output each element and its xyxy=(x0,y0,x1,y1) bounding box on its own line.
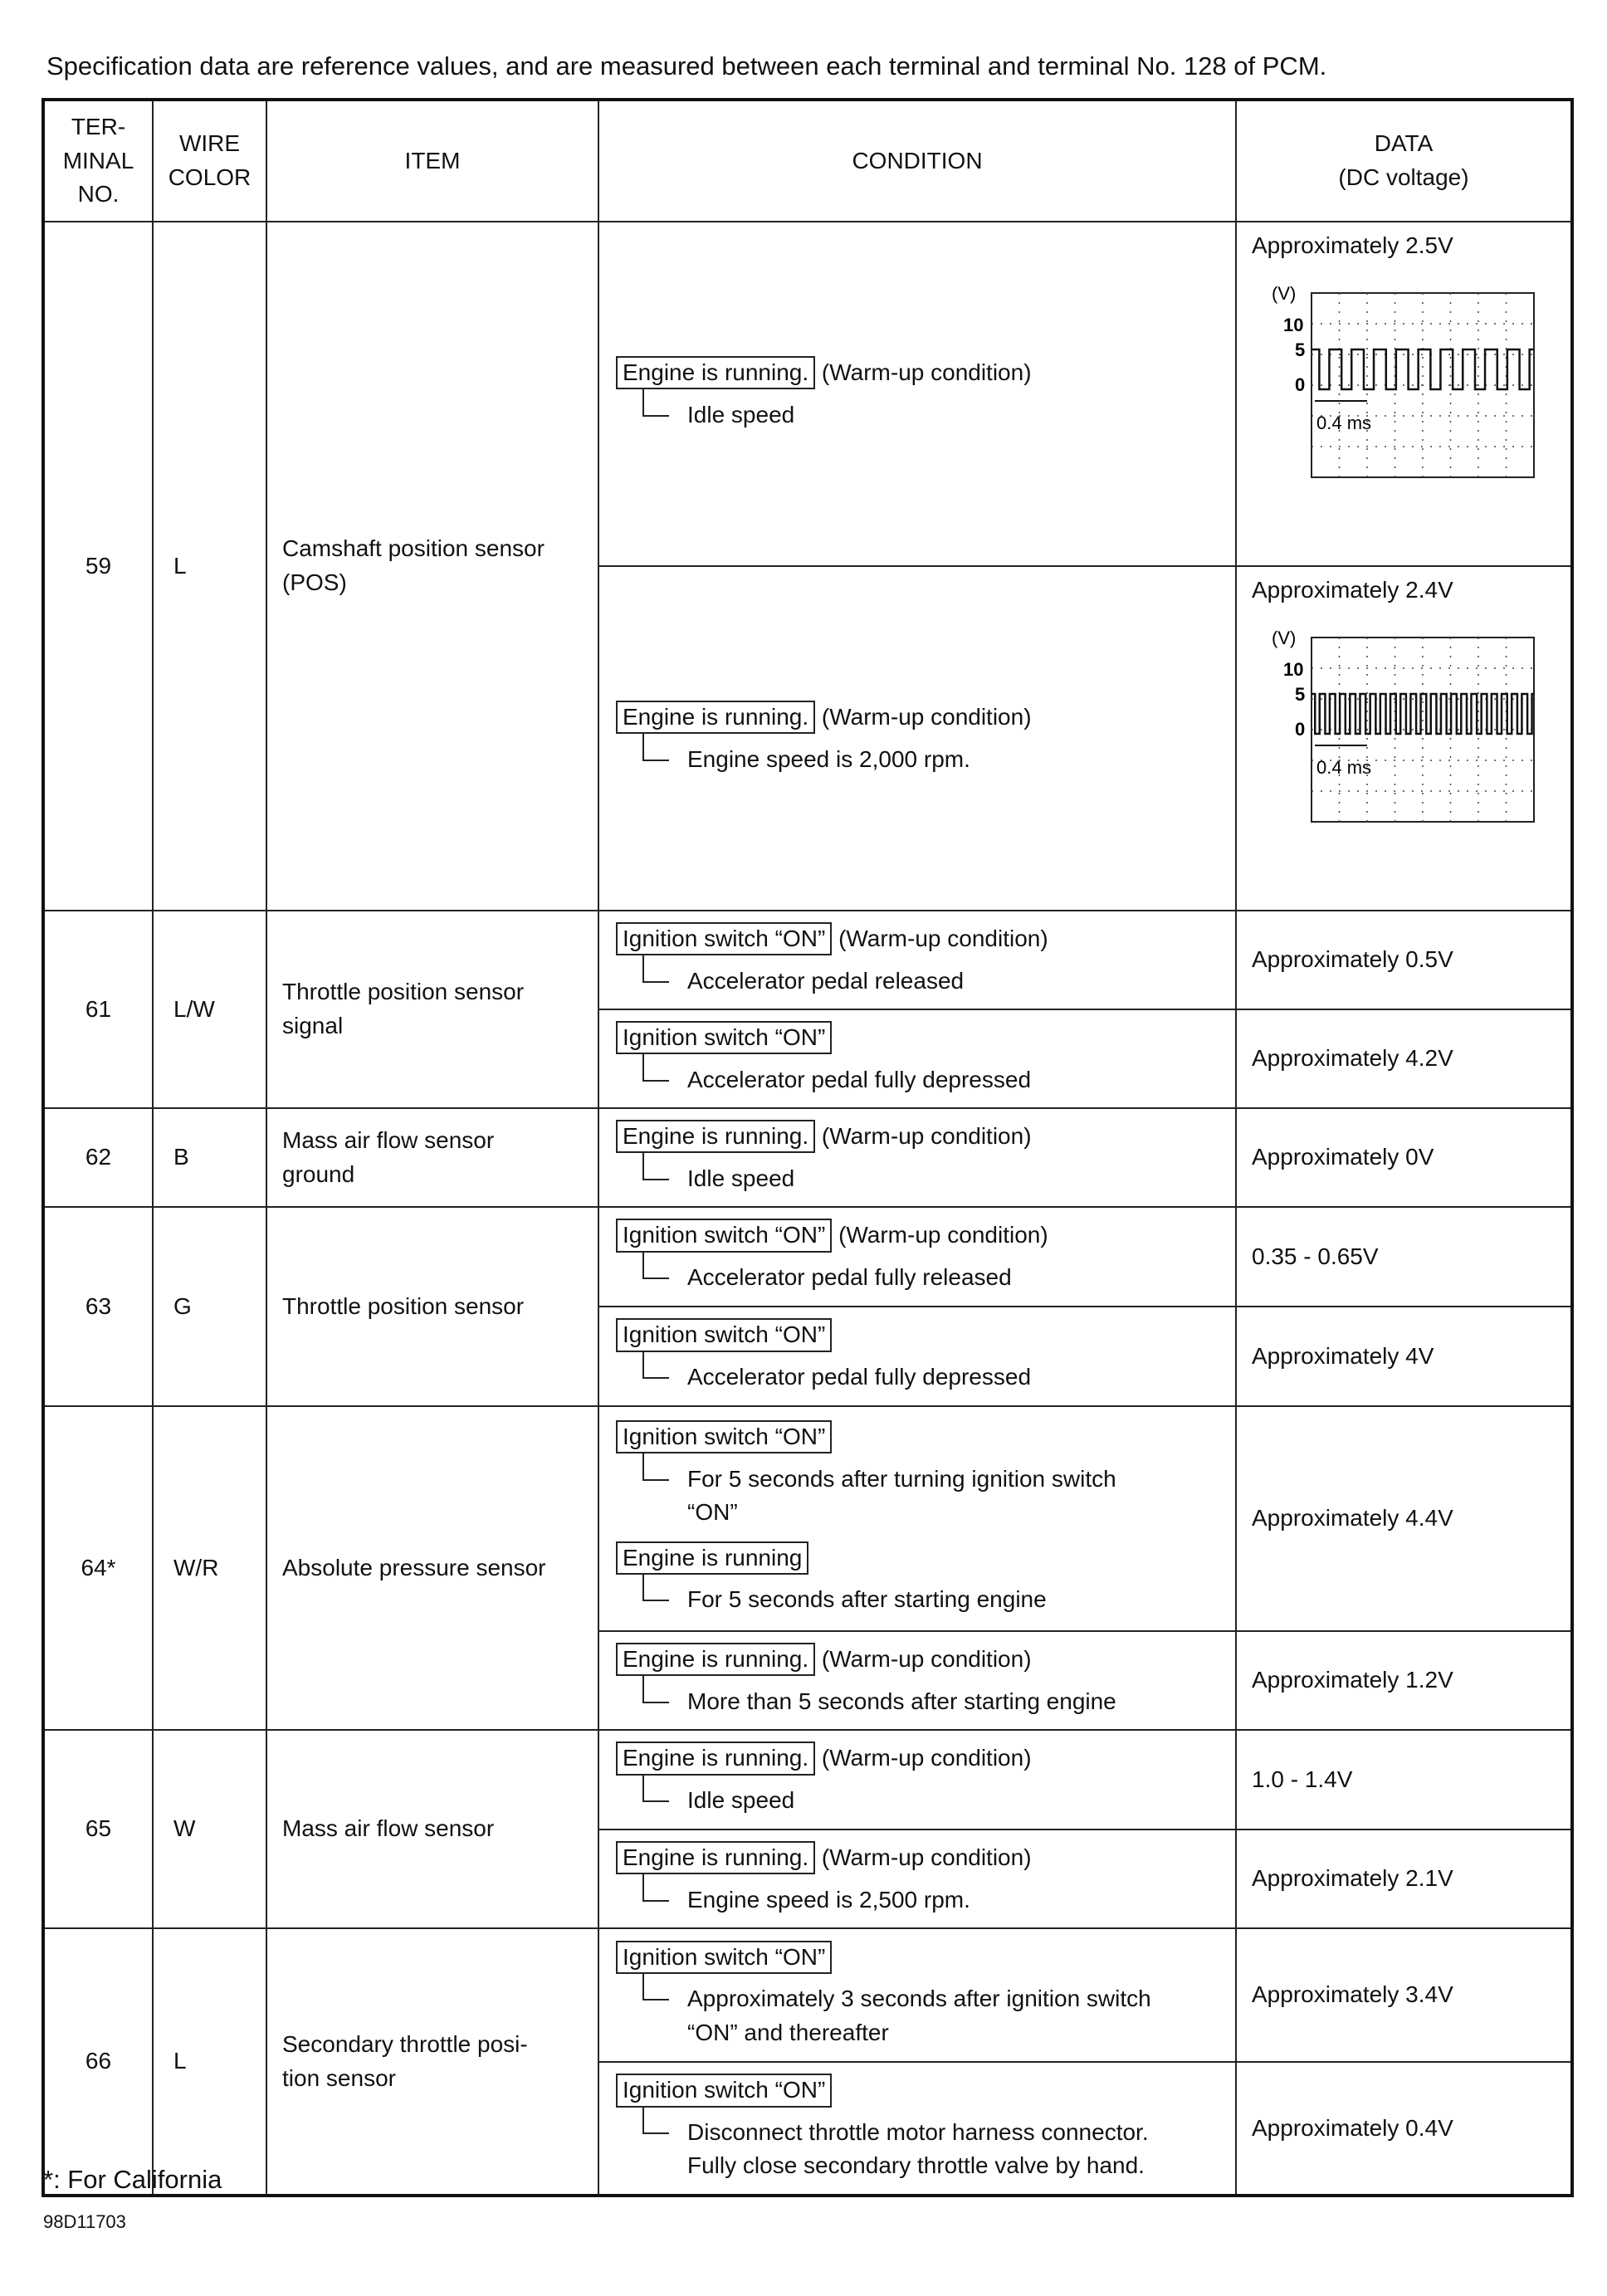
item-name-line: tion sensor xyxy=(282,2064,396,2091)
condition-line xyxy=(616,2074,1220,2108)
condition-box: Ignition switch “ON” xyxy=(616,1021,832,1054)
condition-sub xyxy=(616,1982,1220,2049)
oscilloscope-waveform xyxy=(1262,278,1544,481)
condition-line xyxy=(616,1021,1220,1055)
condition-sub-line: Disconnect throttle motor harness connector. xyxy=(687,2118,1149,2145)
condition-box: Ignition switch “ON” xyxy=(616,2074,832,2107)
condition-line xyxy=(616,1120,1220,1154)
condition-sub-line: For 5 seconds after turning ignition switch xyxy=(687,1465,1116,1492)
figure-code: 98D11703 xyxy=(43,2211,126,2232)
condition-line xyxy=(616,1420,1220,1454)
condition-sub-line: Idle speed xyxy=(687,1787,795,1813)
condition-box: Engine is running. xyxy=(616,356,815,389)
data-value xyxy=(1236,1307,1572,1406)
item-name xyxy=(266,1406,598,1730)
terminal-number: 65 xyxy=(43,1730,153,1928)
data-value xyxy=(1236,222,1572,566)
condition-line xyxy=(616,1941,1220,1975)
condition-sub-line: “ON” xyxy=(687,1499,738,1526)
item-name-line: Secondary throttle posi- xyxy=(282,2030,528,2057)
data-value-text: 1.0 - 1.4V xyxy=(1252,1766,1353,1792)
scope-y-tick: 0 xyxy=(1295,374,1306,395)
scope-signal-trace xyxy=(1311,349,1534,389)
condition-box: Engine is running xyxy=(616,1541,808,1575)
data-value xyxy=(1236,1207,1572,1307)
col-header-terminal-line: NO. xyxy=(77,181,120,208)
condition-cell xyxy=(598,1406,1236,1631)
oscilloscope-waveform xyxy=(1262,623,1544,826)
header-note: Specification data are reference values, and are measured between each terminal and terminal No. 128 of PCM. xyxy=(46,51,1327,81)
data-value-text: Approximately 3.4V xyxy=(1252,1981,1453,2008)
condition-sub-line: Engine speed is 2,000 rpm. xyxy=(687,745,970,772)
condition-line xyxy=(616,1318,1220,1352)
scope-y-tick: 10 xyxy=(1283,314,1304,335)
condition-box: Ignition switch “ON” xyxy=(616,1941,832,1974)
data-value-text: Approximately 4.4V xyxy=(1252,1505,1453,1531)
item-name-line: Camshaft position sensor xyxy=(282,535,545,562)
data-value-text: Approximately 0.5V xyxy=(1252,946,1453,973)
scope-y-tick: 10 xyxy=(1283,658,1304,680)
item-name xyxy=(266,1207,598,1406)
terminal-number: 64* xyxy=(43,1406,153,1730)
data-value-text: Approximately 2.5V xyxy=(1252,232,1453,258)
condition-cell xyxy=(598,1108,1236,1207)
terminal-number: 59 xyxy=(43,222,153,911)
item-name-line: ground xyxy=(282,1160,355,1187)
footnote: *: For California xyxy=(43,2165,222,2194)
item-name-line: (POS) xyxy=(282,569,347,595)
wire-color: W xyxy=(153,1730,266,1928)
condition-cell xyxy=(598,1829,1236,1928)
data-value-text: Approximately 2.4V xyxy=(1252,577,1453,603)
condition-box: Ignition switch “ON” xyxy=(616,1318,832,1351)
condition-sub-line: For 5 seconds after starting engine xyxy=(687,1586,1047,1613)
condition-sub xyxy=(616,398,1220,432)
condition-note: (Warm-up condition) xyxy=(815,1844,1032,1870)
condition-note: (Warm-up condition) xyxy=(815,703,1032,730)
condition-line xyxy=(616,1219,1220,1253)
condition-line xyxy=(616,701,1220,735)
wire-color: W/R xyxy=(153,1406,266,1730)
table-row xyxy=(43,1207,1572,1307)
data-value xyxy=(1236,1829,1572,1928)
data-value-text: Approximately 4V xyxy=(1252,1342,1434,1369)
data-value xyxy=(1236,1108,1572,1207)
condition-sub xyxy=(616,1361,1220,1395)
condition-line xyxy=(616,1841,1220,1875)
condition-sub-line: Approximately 3 seconds after ignition switch xyxy=(687,1986,1151,2012)
table-row xyxy=(43,1928,1572,2062)
scope-y-unit: (V) xyxy=(1272,627,1297,648)
item-name xyxy=(266,1928,598,2196)
condition-box: Engine is running. xyxy=(616,1841,815,1874)
condition-sub xyxy=(616,1463,1220,1530)
condition-cell xyxy=(598,2062,1236,2196)
scope-time-label: 0.4 ms xyxy=(1316,756,1372,778)
col-header-data xyxy=(1236,100,1572,222)
data-value xyxy=(1236,1928,1572,2062)
condition-sub xyxy=(616,1162,1220,1196)
item-name xyxy=(266,222,598,911)
table-row xyxy=(43,1108,1572,1207)
data-value-text: Approximately 0V xyxy=(1252,1144,1434,1170)
scope-signal-trace xyxy=(1311,694,1534,734)
data-value xyxy=(1236,2062,1572,2196)
condition-cell xyxy=(598,1307,1236,1406)
condition-cell xyxy=(598,1631,1236,1730)
condition-box: Ignition switch “ON” xyxy=(616,922,832,955)
data-value-text: Approximately 1.2V xyxy=(1252,1667,1453,1693)
condition-sub-line: “ON” and thereafter xyxy=(687,2019,889,2045)
condition-note: (Warm-up condition) xyxy=(815,1645,1032,1672)
condition-sub-line: Engine speed is 2,500 rpm. xyxy=(687,1886,970,1913)
header-row xyxy=(43,100,1572,222)
table-row xyxy=(43,1730,1572,1829)
condition-cell xyxy=(598,1730,1236,1829)
scope-y-tick: 5 xyxy=(1295,339,1306,360)
data-value xyxy=(1236,1631,1572,1730)
condition-sub xyxy=(616,965,1220,999)
data-value-text: Approximately 4.2V xyxy=(1252,1045,1453,1072)
terminal-number: 61 xyxy=(43,911,153,1108)
table-row xyxy=(43,1406,1572,1631)
condition-sub xyxy=(616,2116,1220,2183)
condition-sub-line: More than 5 seconds after starting engine xyxy=(687,1688,1116,1714)
col-header-terminal xyxy=(43,100,153,222)
data-value-text: Approximately 2.1V xyxy=(1252,1865,1453,1892)
terminal-number: 63 xyxy=(43,1207,153,1406)
condition-sub-line: Accelerator pedal fully depressed xyxy=(687,1066,1032,1092)
item-name-line: Throttle position sensor xyxy=(282,979,525,1005)
condition-cell xyxy=(598,911,1236,1009)
table-row xyxy=(43,911,1572,1009)
condition-cell xyxy=(598,566,1236,911)
item-name-line: signal xyxy=(282,1013,344,1038)
item-name-line: Mass air flow sensor xyxy=(282,1126,495,1153)
scope-y-tick: 5 xyxy=(1295,683,1306,705)
col-header-condition: CONDITION xyxy=(598,100,1236,222)
data-value xyxy=(1236,1730,1572,1829)
condition-box: Engine is running. xyxy=(616,1742,815,1775)
item-name-line: Mass air flow sensor xyxy=(282,1815,495,1842)
condition-sub-line: Accelerator pedal fully released xyxy=(687,1264,1012,1290)
condition-sub xyxy=(616,1063,1220,1097)
data-value-text: Approximately 0.4V xyxy=(1252,2114,1453,2141)
condition-box: Engine is running. xyxy=(616,1120,815,1153)
condition-sub xyxy=(616,1883,1220,1917)
condition-cell xyxy=(598,1009,1236,1108)
terminal-number: 62 xyxy=(43,1108,153,1207)
condition-sub xyxy=(616,1261,1220,1295)
col-header-wire-color-line: WIRE xyxy=(178,130,241,157)
spacer xyxy=(616,1530,1220,1541)
data-value xyxy=(1236,911,1572,1009)
col-header-terminal-line: TER- xyxy=(71,114,126,140)
data-value xyxy=(1236,566,1572,911)
terminal-number: 66 xyxy=(43,1928,153,2196)
condition-box: Engine is running. xyxy=(616,701,815,734)
condition-note: (Warm-up condition) xyxy=(832,925,1048,951)
data-value xyxy=(1236,1406,1572,1631)
item-name-line: Absolute pressure sensor xyxy=(282,1554,546,1580)
scope-y-tick: 0 xyxy=(1295,718,1306,740)
wire-color: L xyxy=(153,222,266,911)
wire-color: B xyxy=(153,1108,266,1207)
condition-sub xyxy=(616,743,1220,777)
col-header-item: ITEM xyxy=(266,100,598,222)
condition-note: (Warm-up condition) xyxy=(815,359,1032,385)
condition-sub-line: Idle speed xyxy=(687,401,795,427)
condition-note: (Warm-up condition) xyxy=(832,1222,1048,1248)
condition-cell xyxy=(598,1207,1236,1307)
condition-box: Ignition switch “ON” xyxy=(616,1420,832,1453)
condition-line xyxy=(616,1541,1220,1575)
condition-line xyxy=(616,356,1220,390)
condition-line xyxy=(616,1643,1220,1677)
condition-box: Engine is running. xyxy=(616,1643,815,1676)
condition-line xyxy=(616,922,1220,956)
data-value xyxy=(1236,1009,1572,1108)
col-header-wire-color xyxy=(153,100,266,222)
data-value-text: 0.35 - 0.65V xyxy=(1252,1243,1379,1269)
item-name xyxy=(266,1108,598,1207)
condition-sub-line: Accelerator pedal fully depressed xyxy=(687,1364,1032,1390)
col-header-data-line: (DC voltage) xyxy=(1338,164,1469,190)
condition-sub xyxy=(616,1685,1220,1719)
col-header-wire-color-line: COLOR xyxy=(168,164,252,190)
item-name-line: Throttle position sensor xyxy=(282,1292,525,1319)
pcm-terminal-table xyxy=(42,98,1574,2197)
scope-y-unit: (V) xyxy=(1272,282,1297,304)
condition-sub-line: Fully close secondary throttle valve by hand. xyxy=(687,2152,1145,2179)
scope-time-label: 0.4 ms xyxy=(1316,412,1372,433)
condition-sub-line: Idle speed xyxy=(687,1165,795,1191)
col-header-data-line: DATA xyxy=(1374,130,1434,157)
wire-color: L xyxy=(153,1928,266,2196)
condition-cell xyxy=(598,1928,1236,2062)
condition-line xyxy=(616,1742,1220,1776)
item-name xyxy=(266,1730,598,1928)
wire-color: G xyxy=(153,1207,266,1406)
condition-note: (Warm-up condition) xyxy=(815,1122,1032,1149)
condition-sub-line: Accelerator pedal released xyxy=(687,967,965,994)
condition-sub xyxy=(616,1784,1220,1818)
col-header-terminal-line: MINAL xyxy=(62,147,134,173)
condition-note: (Warm-up condition) xyxy=(815,1745,1032,1771)
condition-box: Ignition switch “ON” xyxy=(616,1219,832,1252)
item-name xyxy=(266,911,598,1108)
condition-sub xyxy=(616,1583,1220,1617)
condition-cell xyxy=(598,222,1236,566)
wire-color: L/W xyxy=(153,911,266,1108)
table-row xyxy=(43,222,1572,566)
